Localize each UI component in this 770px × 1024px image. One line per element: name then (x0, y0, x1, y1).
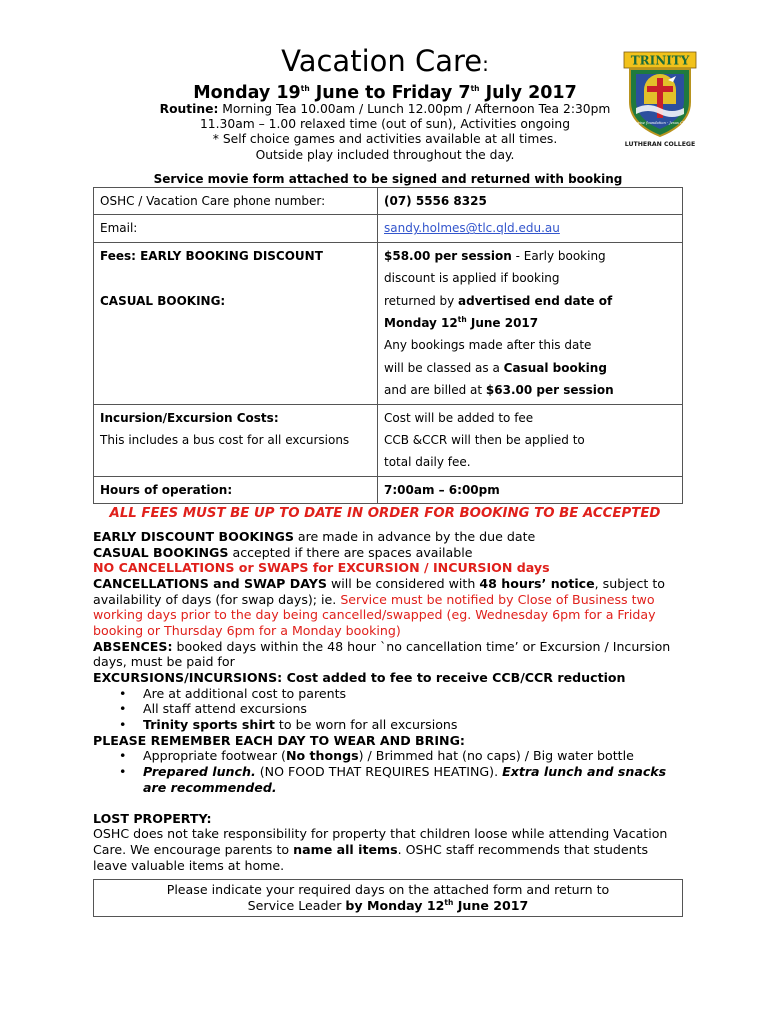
policy-heading: ABSENCES: (93, 638, 173, 654)
title-text: Vacation Care (281, 44, 483, 78)
policy-emphasis: Prepared lunch. (143, 763, 256, 779)
fees-text: - Early booking (511, 248, 606, 263)
table-row (94, 476, 683, 503)
incursion-line: CCB &CCR will then be applied to (384, 433, 585, 448)
lost-property-heading: LOST PROPERTY: (93, 810, 212, 826)
policy-text-span: booked days within the 48 hour `no cancellation time’ or Excursion / Incursion days, must be paid for (93, 638, 671, 670)
subtitle-part: July 2017 (479, 83, 577, 103)
excursion-list (93, 686, 683, 733)
table-row (94, 215, 683, 242)
ordinal-suffix: th (444, 897, 454, 907)
bring-list (93, 748, 683, 795)
title-colon: : (482, 52, 489, 76)
fees-warning: ALL FEES MUST BE UP TO DATE IN ORDER FOR BOOKING TO BE ACCEPTED (109, 506, 661, 521)
early-booking-line (93, 529, 683, 545)
list-item (143, 717, 683, 733)
info-table (93, 187, 683, 504)
ordinal-suffix: th (300, 84, 310, 94)
logo-name: TRINITY (630, 53, 690, 68)
policy-text-span: (NO FOOD THAT REQUIRES HEATING). (255, 763, 503, 779)
policy-text-span: to be worn for all excursions (274, 716, 458, 732)
casual-booking-line (93, 545, 683, 561)
fees-emphasis: advertised end date of (458, 293, 613, 308)
hours-value: 7:00am – 6:00pm (378, 476, 683, 503)
incursion-label-cell (94, 404, 378, 476)
fees-detail-cell (378, 242, 683, 404)
spacer (93, 795, 683, 811)
logo-motto: The wise foundation - Jesus Christ (628, 121, 692, 125)
incursion-detail-cell (378, 404, 683, 476)
table-row (94, 242, 683, 404)
fees-line (384, 357, 676, 379)
policy-heading: CANCELLATIONS and SWAP DAYS (93, 575, 327, 591)
fees-emphasis: Casual booking (503, 360, 607, 375)
phone-label: OSHC / Vacation Care phone number: (94, 188, 378, 215)
lost-property-text (93, 826, 683, 873)
spacer (100, 267, 371, 289)
return-instructions-box (93, 879, 683, 917)
routine-line: Outside play included throughout the day. (255, 147, 515, 162)
return-instructions-line: Please indicate your required days on the attached form and return to (166, 882, 610, 897)
policy-heading: EARLY DISCOUNT BOOKINGS (93, 529, 294, 544)
no-cancellation-notice: NO CANCELLATIONS or SWAPS for EXCURSION / INCURSION days (93, 560, 550, 576)
list-item: • All staff attend excursions (143, 701, 683, 717)
policy-text-span: . OSHC staff recommends that students leave valuable items at home. (93, 842, 649, 873)
subtitle-part: Monday 19 (193, 83, 301, 103)
absences-policy (93, 639, 683, 670)
fees-line (384, 312, 676, 334)
routine-line: 11.30am – 1.00 relaxed time (out of sun), Activities ongoing (199, 117, 571, 132)
fees-line: Any bookings made after this date (384, 338, 592, 353)
list-item (143, 748, 683, 764)
remember-heading: PLEASE REMEMBER EACH DAY TO WEAR AND BRING: (93, 732, 465, 748)
email-link[interactable]: sandy.holmes@tlc.qld.edu.au (384, 221, 560, 236)
casual-price: $63.00 per session (485, 383, 614, 398)
fees-line (384, 245, 676, 267)
fees-label: Fees: EARLY BOOKING DISCOUNT (100, 248, 323, 263)
policy-emphasis: 48 hours’ notice (479, 575, 595, 591)
return-deadline: by Monday 12 (345, 897, 445, 913)
fees-date: June 2017 (466, 316, 539, 331)
routine-line: * Self choice games and activities available at all times. (212, 132, 558, 147)
email-cell (378, 215, 683, 242)
early-price: $58.00 per session (384, 248, 512, 263)
policy-text-span: Appropriate footwear ( (143, 748, 286, 764)
policy-text-span: accepted if there are spaces available (228, 544, 473, 560)
routine-label: Routine: (159, 102, 219, 116)
ordinal-suffix: th (457, 315, 467, 325)
return-deadline: June 2017 (453, 897, 529, 913)
fees-line (384, 379, 676, 401)
policy-text (93, 529, 683, 873)
incursion-label: Incursion/Excursion Costs: (100, 410, 279, 425)
incursion-line: total daily fee. (384, 455, 471, 470)
policy-text-span: will be considered with (326, 575, 480, 591)
policy-emphasis: Extra lunch and snacks are recommended. (143, 763, 667, 795)
fees-text: and are billed at (384, 383, 486, 398)
policy-text-span: OSHC does not take responsibility for property that children loose while attending Vacation Care. We encourage parents to (93, 826, 668, 858)
cancellation-policy (93, 576, 683, 639)
list-item (143, 764, 683, 795)
fees-text: will be classed as a (384, 360, 504, 375)
policy-text-span: , subject to availability of days (for swap days); ie. (93, 575, 665, 607)
trinity-college-crest-logo (620, 50, 700, 150)
policy-heading: CASUAL BOOKINGS (93, 544, 229, 560)
phone-value: (07) 5556 8325 (378, 188, 683, 215)
excursions-heading: EXCURSIONS/INCURSIONS: Cost added to fee to receive CCB/CCR reduction (93, 669, 626, 685)
fees-line: discount is applied if booking (384, 271, 560, 286)
logo-college-name: LUTHERAN COLLEGE (624, 141, 696, 148)
incursion-sub: This includes a bus cost for all excursions (100, 433, 350, 448)
incursion-line: Cost will be added to fee (384, 410, 534, 425)
fees-date: Monday 12 (384, 316, 458, 331)
fees-text: returned by (384, 293, 459, 308)
policy-emphasis: No thongs (285, 748, 359, 764)
policy-emphasis: Trinity sports shirt (143, 716, 275, 732)
policy-text-span: are made in advance by the due date (293, 529, 536, 544)
table-row (94, 188, 683, 215)
table-caption: Service movie form attached to be signed and returned with booking (153, 172, 623, 186)
policy-text-span: Service Leader (247, 897, 346, 913)
fees-line (384, 290, 676, 312)
table-row (94, 404, 683, 476)
ordinal-suffix: th (470, 84, 480, 94)
return-instructions-line (94, 898, 682, 914)
subtitle-part: June to Friday 7 (309, 83, 471, 103)
policy-text-span: ) / Brimmed hat (no caps) / Big water bottle (358, 748, 634, 764)
routine-text: Morning Tea 10.00am / Lunch 12.00pm / Afternoon Tea 2:30pm (218, 102, 611, 116)
list-item: • Are at additional cost to parents (143, 686, 683, 702)
hours-label: Hours of operation: (94, 476, 378, 503)
policy-emphasis: name all items (293, 842, 398, 858)
casual-label: CASUAL BOOKING: (100, 293, 226, 308)
cancellation-deadline-note: Service must be notified by Close of Business two working days prior to the day being cancelled/swapped (eg. Wednesday 6pm for a Friday booking or Thursday 6pm for a Monday booking) (93, 591, 656, 638)
fees-label-cell (94, 242, 378, 404)
email-label: Email: (94, 215, 378, 242)
